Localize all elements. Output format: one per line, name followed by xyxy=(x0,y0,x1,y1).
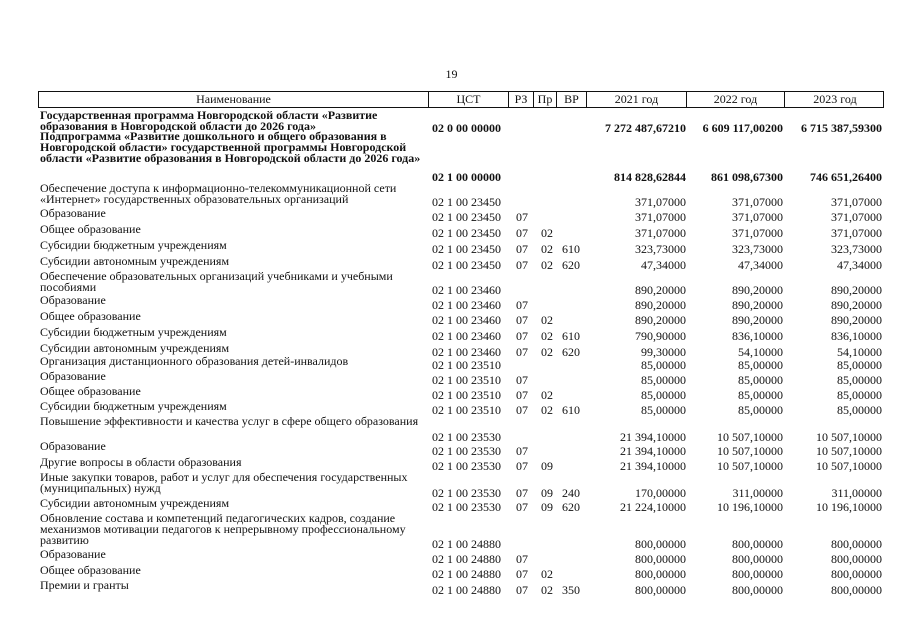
row-name: Общее образование xyxy=(40,222,141,236)
row-pr: 02 xyxy=(541,329,553,343)
row-y2023: 10 507,10000 xyxy=(816,444,882,458)
row-y2023: 371,07000 xyxy=(831,210,882,224)
row-cst: 02 1 00 23530 xyxy=(432,459,501,473)
row-y2022: 800,00000 xyxy=(732,537,783,551)
row-y2022: 85,00000 xyxy=(738,373,783,387)
row-vr: 240 xyxy=(562,486,580,500)
page-number: 19 xyxy=(445,67,458,81)
row-cst: 02 1 00 23460 xyxy=(432,283,501,297)
row-name: Премии и гранты xyxy=(40,578,129,592)
row-y2022: 890,20000 xyxy=(732,283,783,297)
row-y2021: 99,30000 xyxy=(641,345,686,359)
row-y2023: 800,00000 xyxy=(831,537,882,551)
header-vr: ВР xyxy=(557,92,587,107)
row-y2023: 890,20000 xyxy=(831,283,882,297)
row-name: Субсидии бюджетным учреждениям xyxy=(40,238,227,252)
row-cst: 02 1 00 23460 xyxy=(432,313,501,327)
row-y2022: 800,00000 xyxy=(732,552,783,566)
row-y2022: 47,34000 xyxy=(738,258,783,272)
row-y2023: 85,00000 xyxy=(837,358,882,372)
row-pr: 02 xyxy=(541,583,553,597)
row-rz: 07 xyxy=(516,459,528,473)
row-y2023: 800,00000 xyxy=(831,583,882,597)
row-y2022: 311,00000 xyxy=(732,486,783,500)
row-name: Субсидии автономным учреждениям xyxy=(40,496,230,510)
row-y2023: 746 651,26400 xyxy=(810,170,882,184)
row-vr: 610 xyxy=(562,329,580,343)
row-pr: 02 xyxy=(541,313,553,327)
row-cst: 02 1 00 23450 xyxy=(432,226,501,240)
row-vr: 350 xyxy=(562,583,580,597)
row-y2021: 890,20000 xyxy=(635,313,686,327)
row-pr: 02 xyxy=(541,567,553,581)
row-rz: 07 xyxy=(516,444,528,458)
row-cst: 02 1 00 23450 xyxy=(432,195,501,209)
row-name: Образование xyxy=(40,439,106,453)
row-cst: 02 1 00 24880 xyxy=(432,537,501,551)
row-cst: 02 1 00 23450 xyxy=(432,258,501,272)
row-y2022: 85,00000 xyxy=(738,358,783,372)
row-name: Организация дистанционного образования детей-инвалидов xyxy=(40,354,349,368)
row-y2023: 890,20000 xyxy=(831,298,882,312)
header-name: Наименование xyxy=(39,92,429,107)
row-vr: 620 xyxy=(562,345,580,359)
row-rz: 07 xyxy=(516,298,528,312)
row-rz: 07 xyxy=(516,552,528,566)
row-y2021: 85,00000 xyxy=(641,358,686,372)
header-2022: 2022 год xyxy=(687,92,785,107)
row-y2023: 54,10000 xyxy=(837,345,882,359)
row-cst: 02 1 00 23510 xyxy=(432,388,501,402)
row-name: Субсидии бюджетным учреждениям xyxy=(40,325,227,339)
row-vr: 610 xyxy=(562,403,580,417)
row-y2021: 85,00000 xyxy=(641,373,686,387)
row-rz: 07 xyxy=(516,403,528,417)
row-y2022: 800,00000 xyxy=(732,583,783,597)
row-y2022: 10 507,10000 xyxy=(717,459,783,473)
row-y2021: 21 394,10000 xyxy=(620,444,686,458)
row-rz: 07 xyxy=(516,373,528,387)
row-y2021: 371,07000 xyxy=(635,226,686,240)
row-cst: 02 1 00 23530 xyxy=(432,500,501,514)
row-cst: 02 1 00 24880 xyxy=(432,552,501,566)
row-y2021: 21 394,10000 xyxy=(620,430,686,444)
row-name: Другие вопросы в области образования xyxy=(40,455,242,469)
row-y2021: 890,20000 xyxy=(635,298,686,312)
row-pr: 02 xyxy=(541,242,553,256)
row-y2023: 800,00000 xyxy=(831,567,882,581)
row-cst: 02 1 00 23510 xyxy=(432,403,501,417)
row-y2022: 10 196,10000 xyxy=(717,500,783,514)
row-name: Подпрограмма «Развитие дошкольного и общего образования в Новгородской области» государственной программы Новгородской области «Развитие образования в Новгородской области до 2026 года» xyxy=(40,129,421,165)
row-name: Образование xyxy=(40,369,106,383)
row-name: Обновление состава и компетенций педагогических кадров, создание механизмов мотивации педагогов к непрерывному профессиональному развитию xyxy=(40,511,406,547)
row-y2022: 371,07000 xyxy=(732,210,783,224)
row-y2021: 371,07000 xyxy=(635,210,686,224)
row-y2021: 323,73000 xyxy=(635,242,686,256)
row-rz: 07 xyxy=(516,500,528,514)
row-vr: 610 xyxy=(562,242,580,256)
row-name: Образование xyxy=(40,547,106,561)
row-y2021: 890,20000 xyxy=(635,283,686,297)
row-y2023: 10 507,10000 xyxy=(816,459,882,473)
row-y2022: 323,73000 xyxy=(732,242,783,256)
row-y2021: 21 394,10000 xyxy=(620,459,686,473)
row-cst: 02 1 00 23530 xyxy=(432,486,501,500)
row-y2022: 85,00000 xyxy=(738,403,783,417)
row-y2023: 6 715 387,59300 xyxy=(801,121,882,135)
row-y2023: 10 507,10000 xyxy=(816,430,882,444)
row-y2023: 890,20000 xyxy=(831,313,882,327)
row-pr: 09 xyxy=(541,459,553,473)
row-y2022: 890,20000 xyxy=(732,313,783,327)
row-y2022: 6 609 117,00200 xyxy=(702,121,783,135)
row-vr: 620 xyxy=(562,500,580,514)
row-cst: 02 1 00 23450 xyxy=(432,210,501,224)
row-name: Обеспечение доступа к информационно-телекоммуникационной сети «Интернет» государственных образовательных организаций xyxy=(40,181,397,206)
row-y2022: 800,00000 xyxy=(732,567,783,581)
row-cst: 02 1 00 24880 xyxy=(432,567,501,581)
row-rz: 07 xyxy=(516,345,528,359)
row-y2023: 47,34000 xyxy=(837,258,882,272)
row-pr: 09 xyxy=(541,500,553,514)
row-y2023: 85,00000 xyxy=(837,403,882,417)
row-cst: 02 1 00 23460 xyxy=(432,298,501,312)
row-name: Государственная программа Новгородской области «Развитие образования в Новгородской области до 2026 года» xyxy=(40,108,378,133)
row-y2022: 890,20000 xyxy=(732,298,783,312)
row-pr: 02 xyxy=(541,226,553,240)
row-y2023: 85,00000 xyxy=(837,373,882,387)
row-rz: 07 xyxy=(516,210,528,224)
row-pr: 02 xyxy=(541,258,553,272)
header-2021: 2021 год xyxy=(587,92,687,107)
row-y2021: 371,07000 xyxy=(635,195,686,209)
row-name: Субсидии бюджетным учреждениям xyxy=(40,399,227,413)
row-name: Субсидии автономным учреждениям xyxy=(40,341,230,355)
row-cst: 02 0 00 00000 xyxy=(432,121,501,135)
header-2023: 2023 год xyxy=(813,92,857,106)
row-y2023: 371,07000 xyxy=(831,195,882,209)
row-pr: 02 xyxy=(541,403,553,417)
row-y2021: 800,00000 xyxy=(635,552,686,566)
row-cst: 02 1 00 23530 xyxy=(432,444,501,458)
row-y2023: 323,73000 xyxy=(831,242,882,256)
row-y2022: 836,10000 xyxy=(732,329,783,343)
row-y2023: 371,07000 xyxy=(831,226,882,240)
row-name: Общее образование xyxy=(40,384,141,398)
row-name: Образование xyxy=(40,293,106,307)
row-vr: 620 xyxy=(562,258,580,272)
row-y2021: 790,90000 xyxy=(635,329,686,343)
row-name: Обеспечение образовательных организаций учебниками и учебными пособиями xyxy=(40,269,393,294)
row-y2023: 10 196,10000 xyxy=(816,500,882,514)
row-rz: 07 xyxy=(516,486,528,500)
row-y2021: 800,00000 xyxy=(635,583,686,597)
header-cst: ЦСТ xyxy=(429,92,509,107)
row-y2022: 371,07000 xyxy=(732,195,783,209)
row-cst: 02 1 00 23530 xyxy=(432,430,501,444)
row-name: Иные закупки товаров, работ и услуг для обеспечения государственных (муниципальных) нужд xyxy=(40,470,408,495)
row-y2023: 800,00000 xyxy=(831,552,882,566)
row-cst: 02 1 00 24880 xyxy=(432,583,501,597)
row-cst: 02 1 00 23510 xyxy=(432,373,501,387)
row-y2021: 7 272 487,67210 xyxy=(605,121,686,135)
row-rz: 07 xyxy=(516,388,528,402)
row-y2021: 21 224,10000 xyxy=(620,500,686,514)
row-pr: 09 xyxy=(541,486,553,500)
row-name: Образование xyxy=(40,206,106,220)
row-y2023: 85,00000 xyxy=(837,388,882,402)
row-y2023: 836,10000 xyxy=(831,329,882,343)
row-y2022: 371,07000 xyxy=(732,226,783,240)
row-cst: 02 1 00 00000 xyxy=(432,170,501,184)
row-cst: 02 1 00 23450 xyxy=(432,242,501,256)
row-y2021: 170,00000 xyxy=(635,486,686,500)
row-y2022: 10 507,10000 xyxy=(717,444,783,458)
header-rz: РЗ xyxy=(509,92,534,107)
row-rz: 07 xyxy=(516,242,528,256)
row-y2021: 85,00000 xyxy=(641,388,686,402)
row-name: Субсидии автономным учреждениям xyxy=(40,254,230,268)
row-pr: 02 xyxy=(541,388,553,402)
row-y2023: 311,00000 xyxy=(831,486,882,500)
row-cst: 02 1 00 23510 xyxy=(432,358,501,372)
row-y2021: 85,00000 xyxy=(641,403,686,417)
row-rz: 07 xyxy=(516,258,528,272)
row-rz: 07 xyxy=(516,567,528,581)
row-cst: 02 1 00 23460 xyxy=(432,329,501,343)
row-rz: 07 xyxy=(516,313,528,327)
row-y2022: 10 507,10000 xyxy=(717,430,783,444)
table-header xyxy=(38,91,884,108)
row-y2022: 85,00000 xyxy=(738,388,783,402)
row-y2021: 800,00000 xyxy=(635,567,686,581)
row-y2021: 47,34000 xyxy=(641,258,686,272)
row-cst: 02 1 00 23460 xyxy=(432,345,501,359)
row-pr: 02 xyxy=(541,345,553,359)
row-rz: 07 xyxy=(516,583,528,597)
row-y2021: 800,00000 xyxy=(635,537,686,551)
row-y2022: 861 098,67300 xyxy=(711,170,783,184)
row-name: Повышение эффективности и качества услуг в сфере общего образования xyxy=(40,414,419,428)
row-y2021: 814 828,62844 xyxy=(614,170,686,184)
row-name: Общее образование xyxy=(40,309,141,323)
header-pr: Пр xyxy=(534,92,557,107)
row-rz: 07 xyxy=(516,329,528,343)
row-rz: 07 xyxy=(516,226,528,240)
row-y2022: 54,10000 xyxy=(738,345,783,359)
row-name: Общее образование xyxy=(40,563,141,577)
